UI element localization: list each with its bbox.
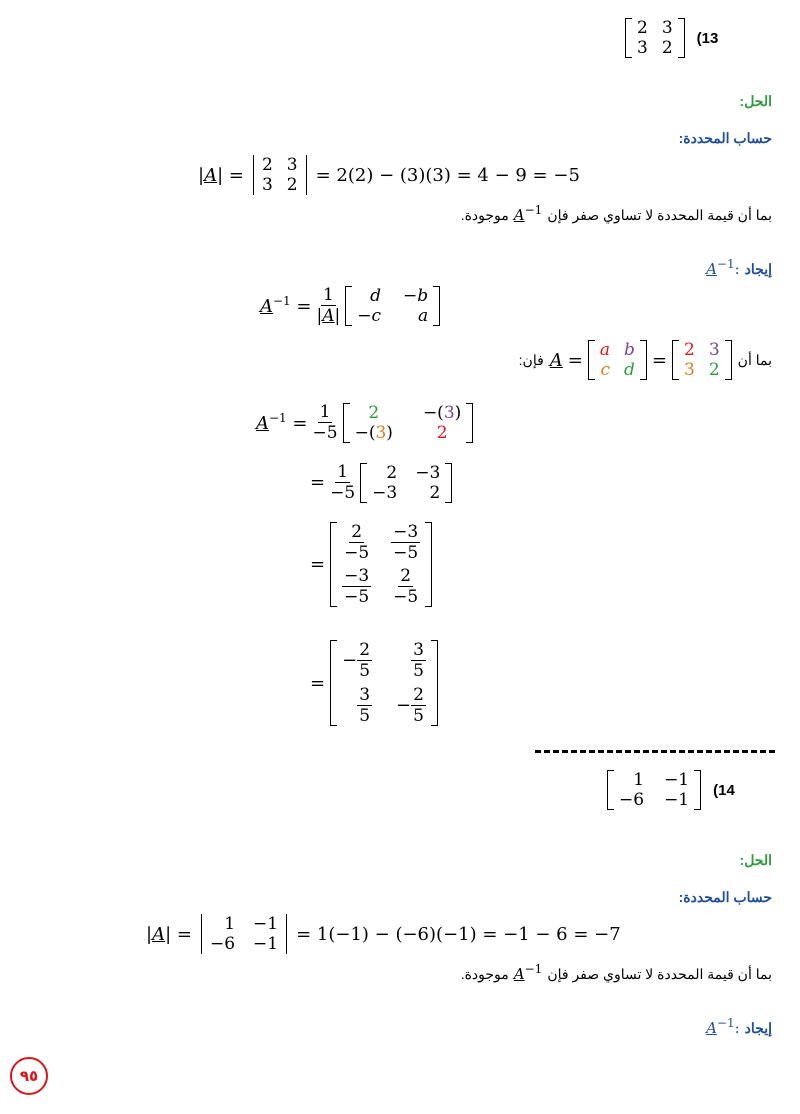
problem-13-header — [625, 18, 718, 58]
inverse-step-2: = $\frac{1}{-5}$ 2 −3 −3 2 — [310, 462, 452, 503]
inverse-heading-13: إيجاد $A^{-1}$: — [706, 257, 772, 278]
inverse-step-3: = $\frac{2}{-5}$ $\frac{-3}{-5}$ $\frac{-3}{-5}$ $\frac{2}{-5}$ — [310, 522, 432, 607]
problem-14-matrix: 1 −1 −6 −1 — [607, 770, 701, 810]
section-separator — [535, 750, 775, 753]
det-heading-13: حساب المحددة: — [678, 130, 772, 146]
inverse-heading-14: إيجاد $A^{-1}$: — [706, 1016, 772, 1037]
det-note-13: بما أن قيمة المحددة لا تساوي صفر فإن $A^{-1}$ موجودة. — [460, 203, 772, 224]
since-line: بما أن A = a b c d = 2 3 3 2 فإن: — [518, 340, 772, 380]
solution-heading-14: الحل: — [739, 852, 772, 868]
det-result-14: = 1(−1) − (−6)(−1) = −1 − 6 = −7 — [296, 923, 621, 945]
inverse-step-4: = − $\frac{2}{5}$ $\frac{3}{5}$ $\frac{3}{5}$ − $\frac{2}{5}$ — [310, 640, 438, 726]
det-equation-13: |A| = 2 3 3 2 = 2(2) − (3)(3) = 4 − 9 = −5 — [198, 155, 580, 195]
det-note-14: بما أن قيمة المحددة لا تساوي صفر فإن $A^{-1}$ موجودة. — [460, 962, 772, 983]
det-result-13: = 2(2) − (3)(3) = 4 − 9 = −5 — [315, 164, 580, 186]
page-number-badge: ٩٥ — [10, 1057, 48, 1095]
problem-14-header — [607, 770, 735, 810]
det-equation-14: |A| = 1 −1 −6 −1 = 1(−1) − (−6)(−1) = −1 − 6 = −7 — [146, 914, 621, 954]
problem-13-matrix: 2 3 3 2 — [625, 18, 685, 58]
solution-heading-13: الحل: — [739, 93, 772, 109]
inverse-formula: $A^{-1}$ = $\frac{1}{|A|}$ d −b −c a — [260, 285, 440, 326]
problem-13-label: (13 — [696, 29, 719, 47]
inverse-step-1: $A^{-1}$ = $\frac{1}{-5}$ 2 −(3) −(3) 2 — [256, 402, 473, 443]
det-heading-14: حساب المحددة: — [678, 889, 772, 905]
problem-14-label: (14 — [713, 781, 735, 799]
